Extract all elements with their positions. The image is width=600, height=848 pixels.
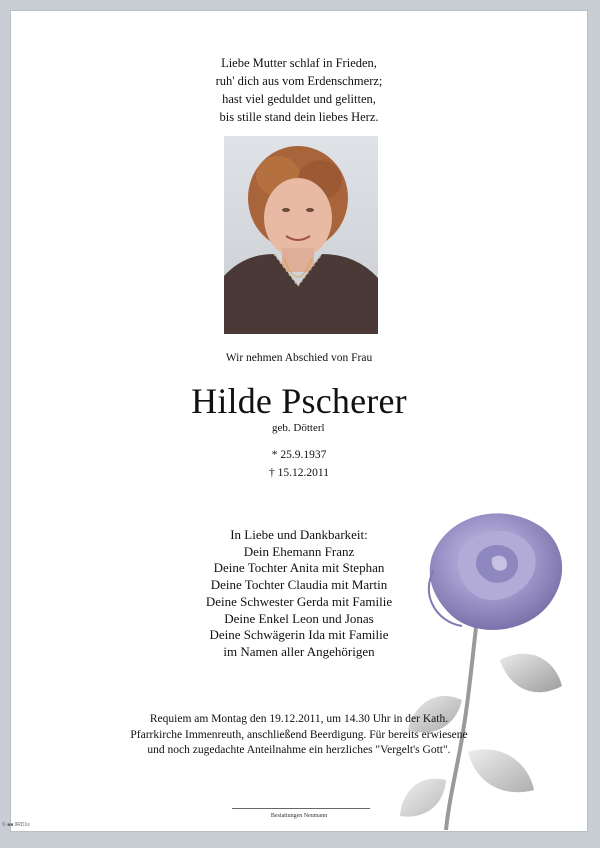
- poem-line: bis stille stand dein liebes Herz.: [219, 110, 379, 124]
- requiem-notice: [10, 712, 588, 759]
- poem: [10, 54, 588, 126]
- birth-date: * 25.9.1937: [271, 449, 327, 461]
- family-line: In Liebe und Dankbarkeit:: [230, 527, 368, 542]
- deceased-name: Hilde Pscherer: [191, 381, 407, 421]
- life-dates: [10, 446, 588, 482]
- family-line: Deine Schwester Gerda mit Familie: [205, 593, 393, 609]
- death-date: † 15.12.2011: [269, 467, 329, 479]
- requiem-line: Pfarrkirche Immenreuth, anschließend Beerdigung. Für bereits erwiesene: [130, 728, 468, 741]
- family-line: im Namen aller Angehörigen: [223, 643, 375, 659]
- family-list: [10, 527, 588, 661]
- poem-line: ruh' dich aus vom Erdenschmerz;: [215, 74, 383, 88]
- requiem-line: und noch zugedachte Anteilnahme ein herzliches "Vergelt's Gott".: [147, 744, 451, 756]
- family-line: Deine Schwägerin Ida mit Familie: [209, 627, 389, 643]
- poem-line: Liebe Mutter schlaf in Frieden,: [221, 56, 377, 70]
- family-line: Dein Ehemann Franz: [243, 543, 355, 559]
- family-line: Deine Enkel Leon und Jonas: [224, 610, 374, 626]
- portrait-photo: [224, 136, 378, 334]
- funeral-home: Bestattungen Neumann: [270, 813, 328, 819]
- family-line: Deine Tochter Claudia mit Martin: [210, 577, 388, 593]
- copyright-note: © ■■ 9RD1s: [2, 822, 30, 828]
- poem-line: hast viel geduldet und gelitten,: [222, 92, 376, 106]
- obituary-card: [10, 10, 588, 832]
- birth-name: geb. Dötterl: [272, 422, 325, 434]
- farewell-intro: Wir nehmen Abschied von Frau: [225, 352, 373, 364]
- requiem-line: Requiem am Montag den 19.12.2011, um 14.30 Uhr in der Kath.: [149, 713, 449, 725]
- family-line: Deine Tochter Anita mit Stephan: [213, 560, 385, 576]
- signature-line: [232, 808, 370, 809]
